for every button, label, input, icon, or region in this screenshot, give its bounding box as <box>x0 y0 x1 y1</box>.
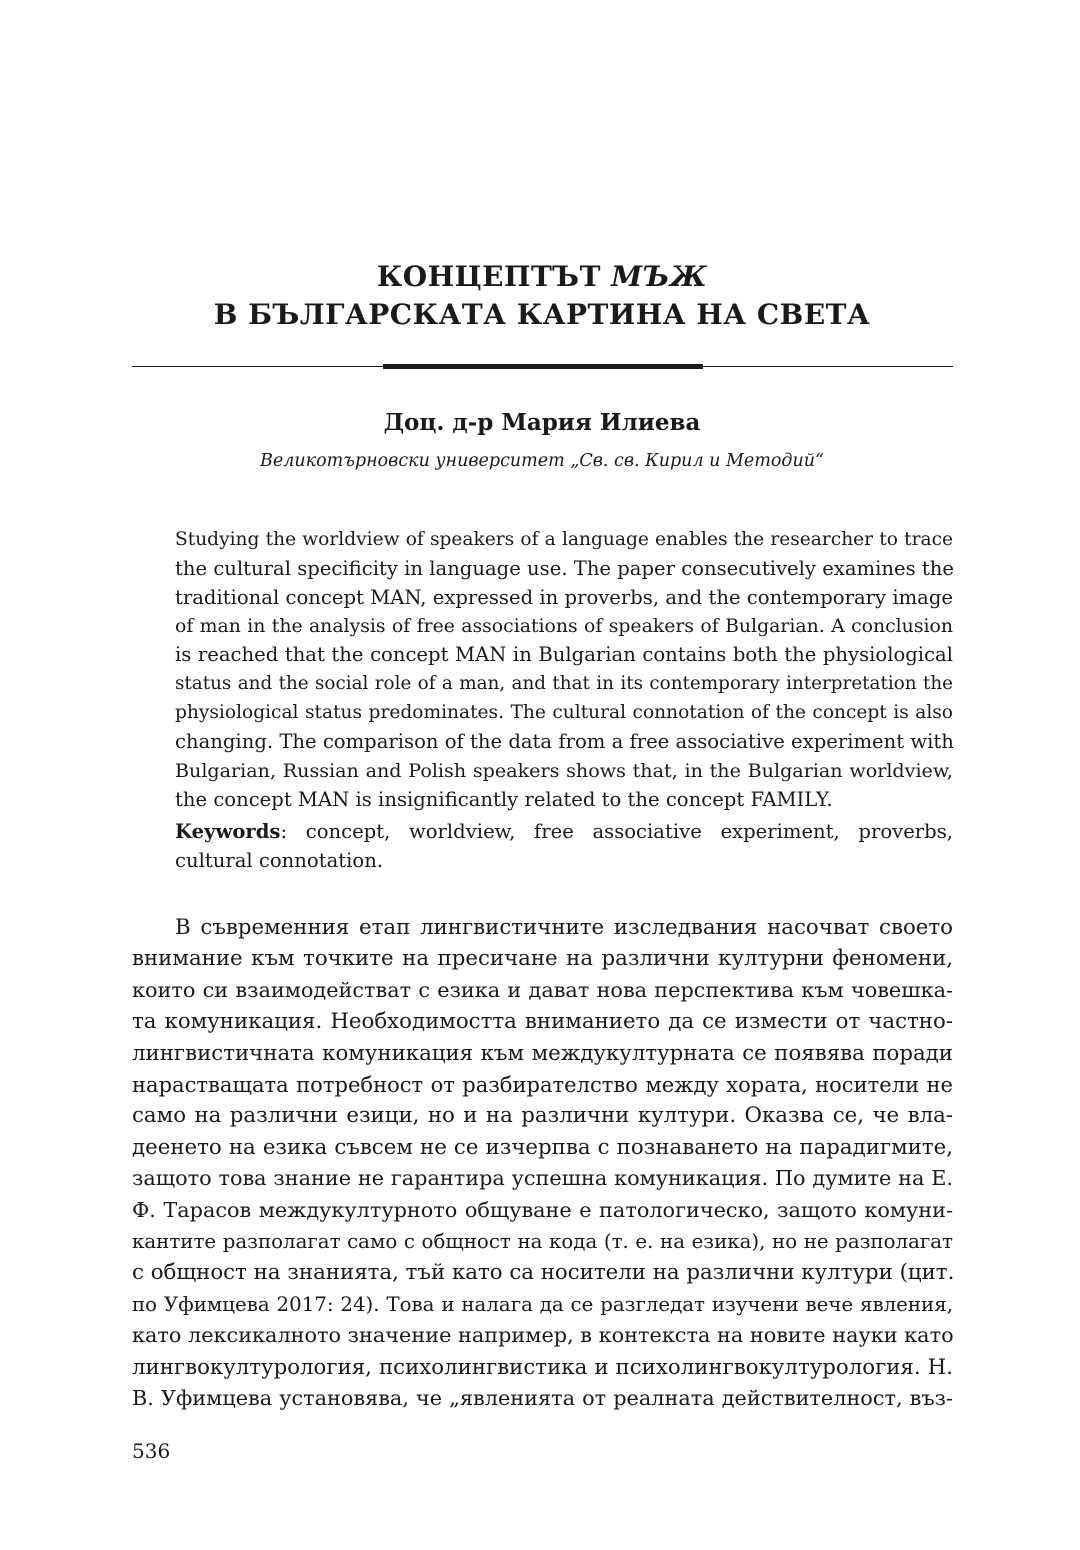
abstract-text <box>175 526 953 814</box>
abstract <box>175 526 953 814</box>
page-number: 536 <box>132 1439 171 1463</box>
body-line: В. Уфимцева установява, че „явленията от реалната действителност, въз- <box>132 1386 953 1411</box>
abstract-line: traditional concept MAN, expressed in proverbs, and the contemporary image <box>175 585 953 609</box>
body-line: лингвокултурология, психолингвистика и психолингвокултурология. Н. <box>132 1354 953 1380</box>
body-line: които си взаимодействат с езика и дават нова перспектива към човешка- <box>132 977 953 1002</box>
body-line: нарастващата потребност от разбирателство между хората, носители не <box>132 1072 953 1098</box>
article-title <box>132 258 952 334</box>
title-line-1-italic: МЪЖ <box>611 260 708 293</box>
body-line: по Уфимцева 2017: 24). Това и налага да се разгледат изучени вече явления, <box>132 1292 953 1316</box>
abstract-line: changing. The comparison of the data from a free associative experiment with <box>175 729 954 753</box>
body-line: лингвистичната комуникация към междукултурната се появява поради <box>132 1040 953 1066</box>
abstract-line: Studying the worldview of speakers of a language enables the researcher to trace <box>175 529 953 550</box>
body-line: с общност на знанията, тъй като са носители на различни култури (цит. <box>132 1260 955 1286</box>
body-line: като лексикалното значение например, в контекста на новите науки като <box>132 1323 954 1348</box>
abstract-line: physiological status predominates. The cultural connotation of the concept is also <box>175 702 953 724</box>
title-line-1-prefix: КОНЦЕПТЪТ <box>376 260 612 293</box>
body-line: деенето на езика съвсем не се изчерпва с познаването на парадигмите, <box>132 1134 953 1160</box>
abstract-line: the cultural specificity in language use. The paper consecutively examines the <box>175 556 954 580</box>
author-name: Доц. д-р Мария Илиева <box>383 409 701 436</box>
abstract-line: status and the social role of a man, and that in its contemporary interpretation the <box>175 673 953 695</box>
body-line: внимание към точките на пресичане на различни културни феномени, <box>132 946 953 972</box>
body-line: та комуникация. Необходимостта вниманието да се измести от частно- <box>132 1009 953 1035</box>
keywords-text: : concept, worldview, free associative experiment, proverbs, cultural connotation. <box>175 820 953 872</box>
body-line: защото това знание не гарантира успешна комуникация. По думите на Е. <box>132 1166 953 1191</box>
abstract-line: the concept MAN is insignificantly related to the concept FAMILY. <box>175 787 833 811</box>
body-line: само на различни езици, но и на различни култури. Оказва се, че вла- <box>132 1103 953 1129</box>
abstract-line: is reached that the concept MAN in Bulgarian contains both the physiological <box>175 643 953 667</box>
abstract-line: Bulgarian, Russian and Polish speakers shows that, in the Bulgarian worldview, <box>175 758 953 782</box>
title-line-1 <box>132 258 952 296</box>
title-line-2: В БЪЛГАРСКАТА КАРТИНА НА СВЕТА <box>213 298 871 331</box>
body-text <box>132 912 953 1415</box>
abstract-line: of man in the analysis of free associations of speakers of Bulgarian. A conclusion <box>175 615 953 637</box>
body-line: кантите разполагат само с общност на кода (т. е. на езика), но не разполагат <box>132 1230 953 1254</box>
title-divider-thick <box>383 364 703 369</box>
body-line: В съвременния етап лингвистичните изследвания насочват своето <box>175 915 953 940</box>
body-line: Ф. Тарасов междукултурното общуване е патологическо, защото комуни- <box>132 1197 953 1222</box>
keywords <box>175 818 953 875</box>
keywords-label: Keywords <box>175 820 281 843</box>
author-affiliation: Великотърновски университет „Св. св. Кирил и Методий“ <box>260 451 824 471</box>
